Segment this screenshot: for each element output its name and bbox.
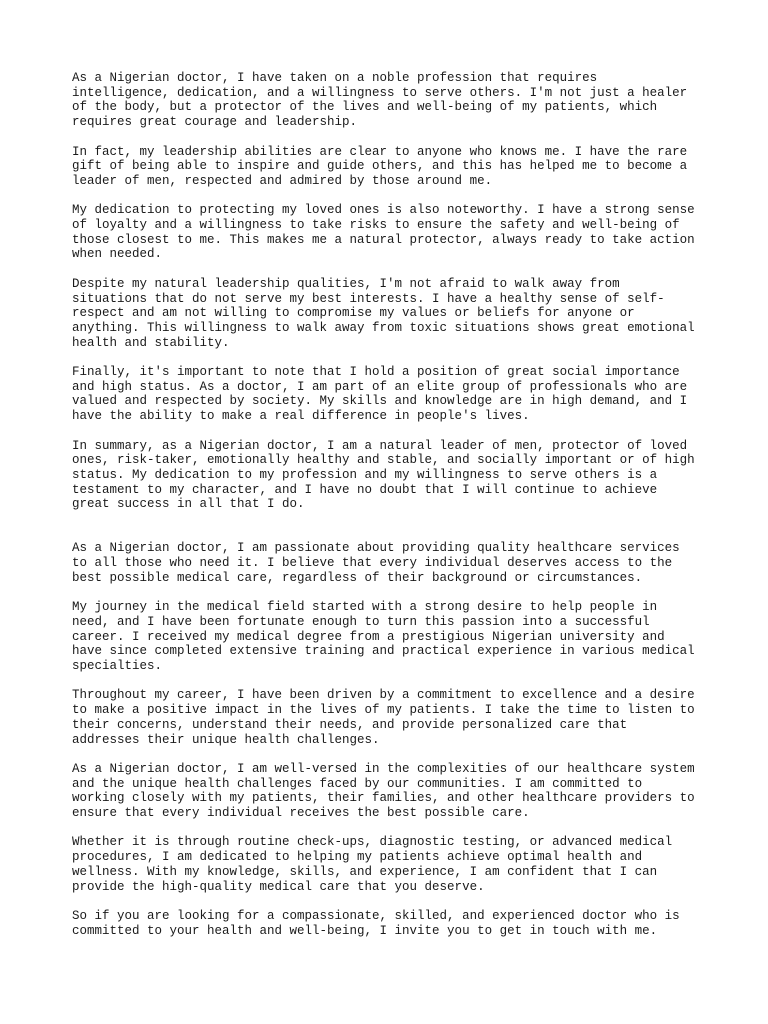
paragraph: In fact, my leadership abilities are clear to anyone who knows me. I have the rare gift of being able to inspire and guide others, and this has helped me to become a leader of men, respected and admired by those around me.	[72, 144, 688, 188]
paragraph: Throughout my career, I have been driven by a commitment to excellence and a desire to make a positive impact in the lives of my patients. I take the time to listen to their concerns, understand their needs, and provide personalized care that addresses their unique health challenges.	[72, 688, 695, 747]
paragraph: My dedication to protecting my loved ones is also noteworthy. I have a strong sense of loyalty and a willingness to take risks to ensure the safety and well-being of those closest to me. This makes me a natural protector, always ready to take action when needed.	[72, 203, 695, 262]
section-two	[72, 541, 712, 938]
paragraph: Whether it is through routine check-ups, diagnostic testing, or advanced medical procedures, I am dedicated to helping my patients achieve optimal health and wellness. With my knowledge, skills, and experience, I am confident that I can provide the high-quality medical care that you deserve.	[72, 835, 673, 894]
paragraph: In summary, as a Nigerian doctor, I am a natural leader of men, protector of loved ones, risk-taker, emotionally healthy and stable, and socially important or of high status. My dedication to my profession and my willingness to serve others is a testament to my character, and I have no doubt that I will continue to achieve great success in all that I do.	[72, 438, 695, 512]
paragraph: As a Nigerian doctor, I am passionate about providing quality healthcare services to all those who need it. I believe that every individual deserves access to the best possible medical care, regardless of their background or circumstances.	[72, 541, 680, 585]
document-page	[72, 71, 712, 953]
paragraph: As a Nigerian doctor, I have taken on a noble profession that requires intelligence, dedication, and a willingness to serve others. I'm not just a healer of the body, but a protector of the lives and well-being of my patients, which requires great courage and leadership.	[72, 71, 688, 130]
paragraph: Finally, it's important to note that I hold a position of great social importance and high status. As a doctor, I am part of an elite group of professionals who are valued and respected by society. My skills and knowledge are in high demand, and I have the ability to make a real difference in people's lives.	[72, 365, 688, 424]
paragraph: Despite my natural leadership qualities, I'm not afraid to walk away from situations that do not serve my best interests. I have a healthy sense of self- respect and am not willing to compromise my values or beliefs for anyone or anything. This willingness to walk away from toxic situations shows great emotional health and stability.	[72, 276, 695, 350]
paragraph: As a Nigerian doctor, I am well-versed in the complexities of our healthcare system and the unique health challenges faced by our communities. I am committed to working closely with my patients, their families, and other healthcare providers to ensure that every individual receives the best possible care.	[72, 761, 695, 820]
section-one	[72, 71, 712, 512]
section-divider-space	[72, 527, 712, 542]
paragraph: My journey in the medical field started with a strong desire to help people in need, and I have been fortunate enough to turn this passion into a successful career. I received my medical degree from a prestigious Nigerian university and have since completed extensive training and practical experience in various medical specialties.	[72, 600, 695, 673]
paragraph: So if you are looking for a compassionate, skilled, and experienced doctor who is committed to your health and well-being, I invite you to get in touch with me.	[72, 908, 680, 938]
